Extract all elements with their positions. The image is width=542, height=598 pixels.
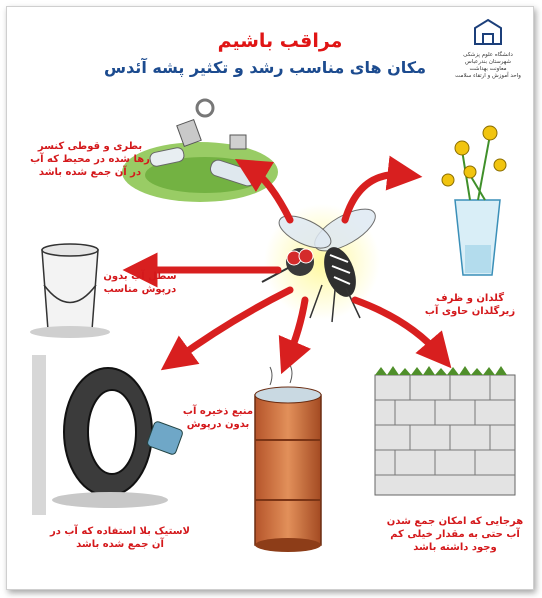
logo-line: واحد آموزش و ارتقاء سلامت [455,73,521,79]
vase-scene [442,126,506,275]
bucket-scene [30,244,110,338]
logo-line: معاونت بهداشت [469,66,507,72]
poster-subtitle: مکان های مناسب رشد و تکثیر پشه آئدس [103,58,426,77]
tire-scene [32,355,184,515]
label-bucket: سطل آب بدون درپوش مناسب [103,271,177,295]
arrow-to-tire [175,290,290,360]
emblem-icon [471,18,505,46]
water-tank-scene [255,365,321,552]
logo-line: شهرستان بندرعباس [465,59,511,65]
label-bottles: بطری و قوطی کنسر رها شده در محیط که آب در آن جمع شده باشد [30,141,150,178]
label-tire: لاستیک بلا استفاده که آب در آن جمع شده باشد [49,526,190,550]
label-wall: هرجایی که امکان جمع شدن آب حتی به مقدار خیلی کم وجود داشته باشد [386,516,524,553]
logo-line: دانشگاه علوم پزشکی [463,52,513,58]
poster-title: مراقب باشیم [217,30,343,52]
label-tank: منبع ذخیره آب بدون درپوش [182,406,254,430]
ministry-logo [448,18,528,110]
label-vase: گلدان و ظرف زیرگلدان حاوی آب [424,293,516,317]
brick-wall-scene [375,366,515,495]
